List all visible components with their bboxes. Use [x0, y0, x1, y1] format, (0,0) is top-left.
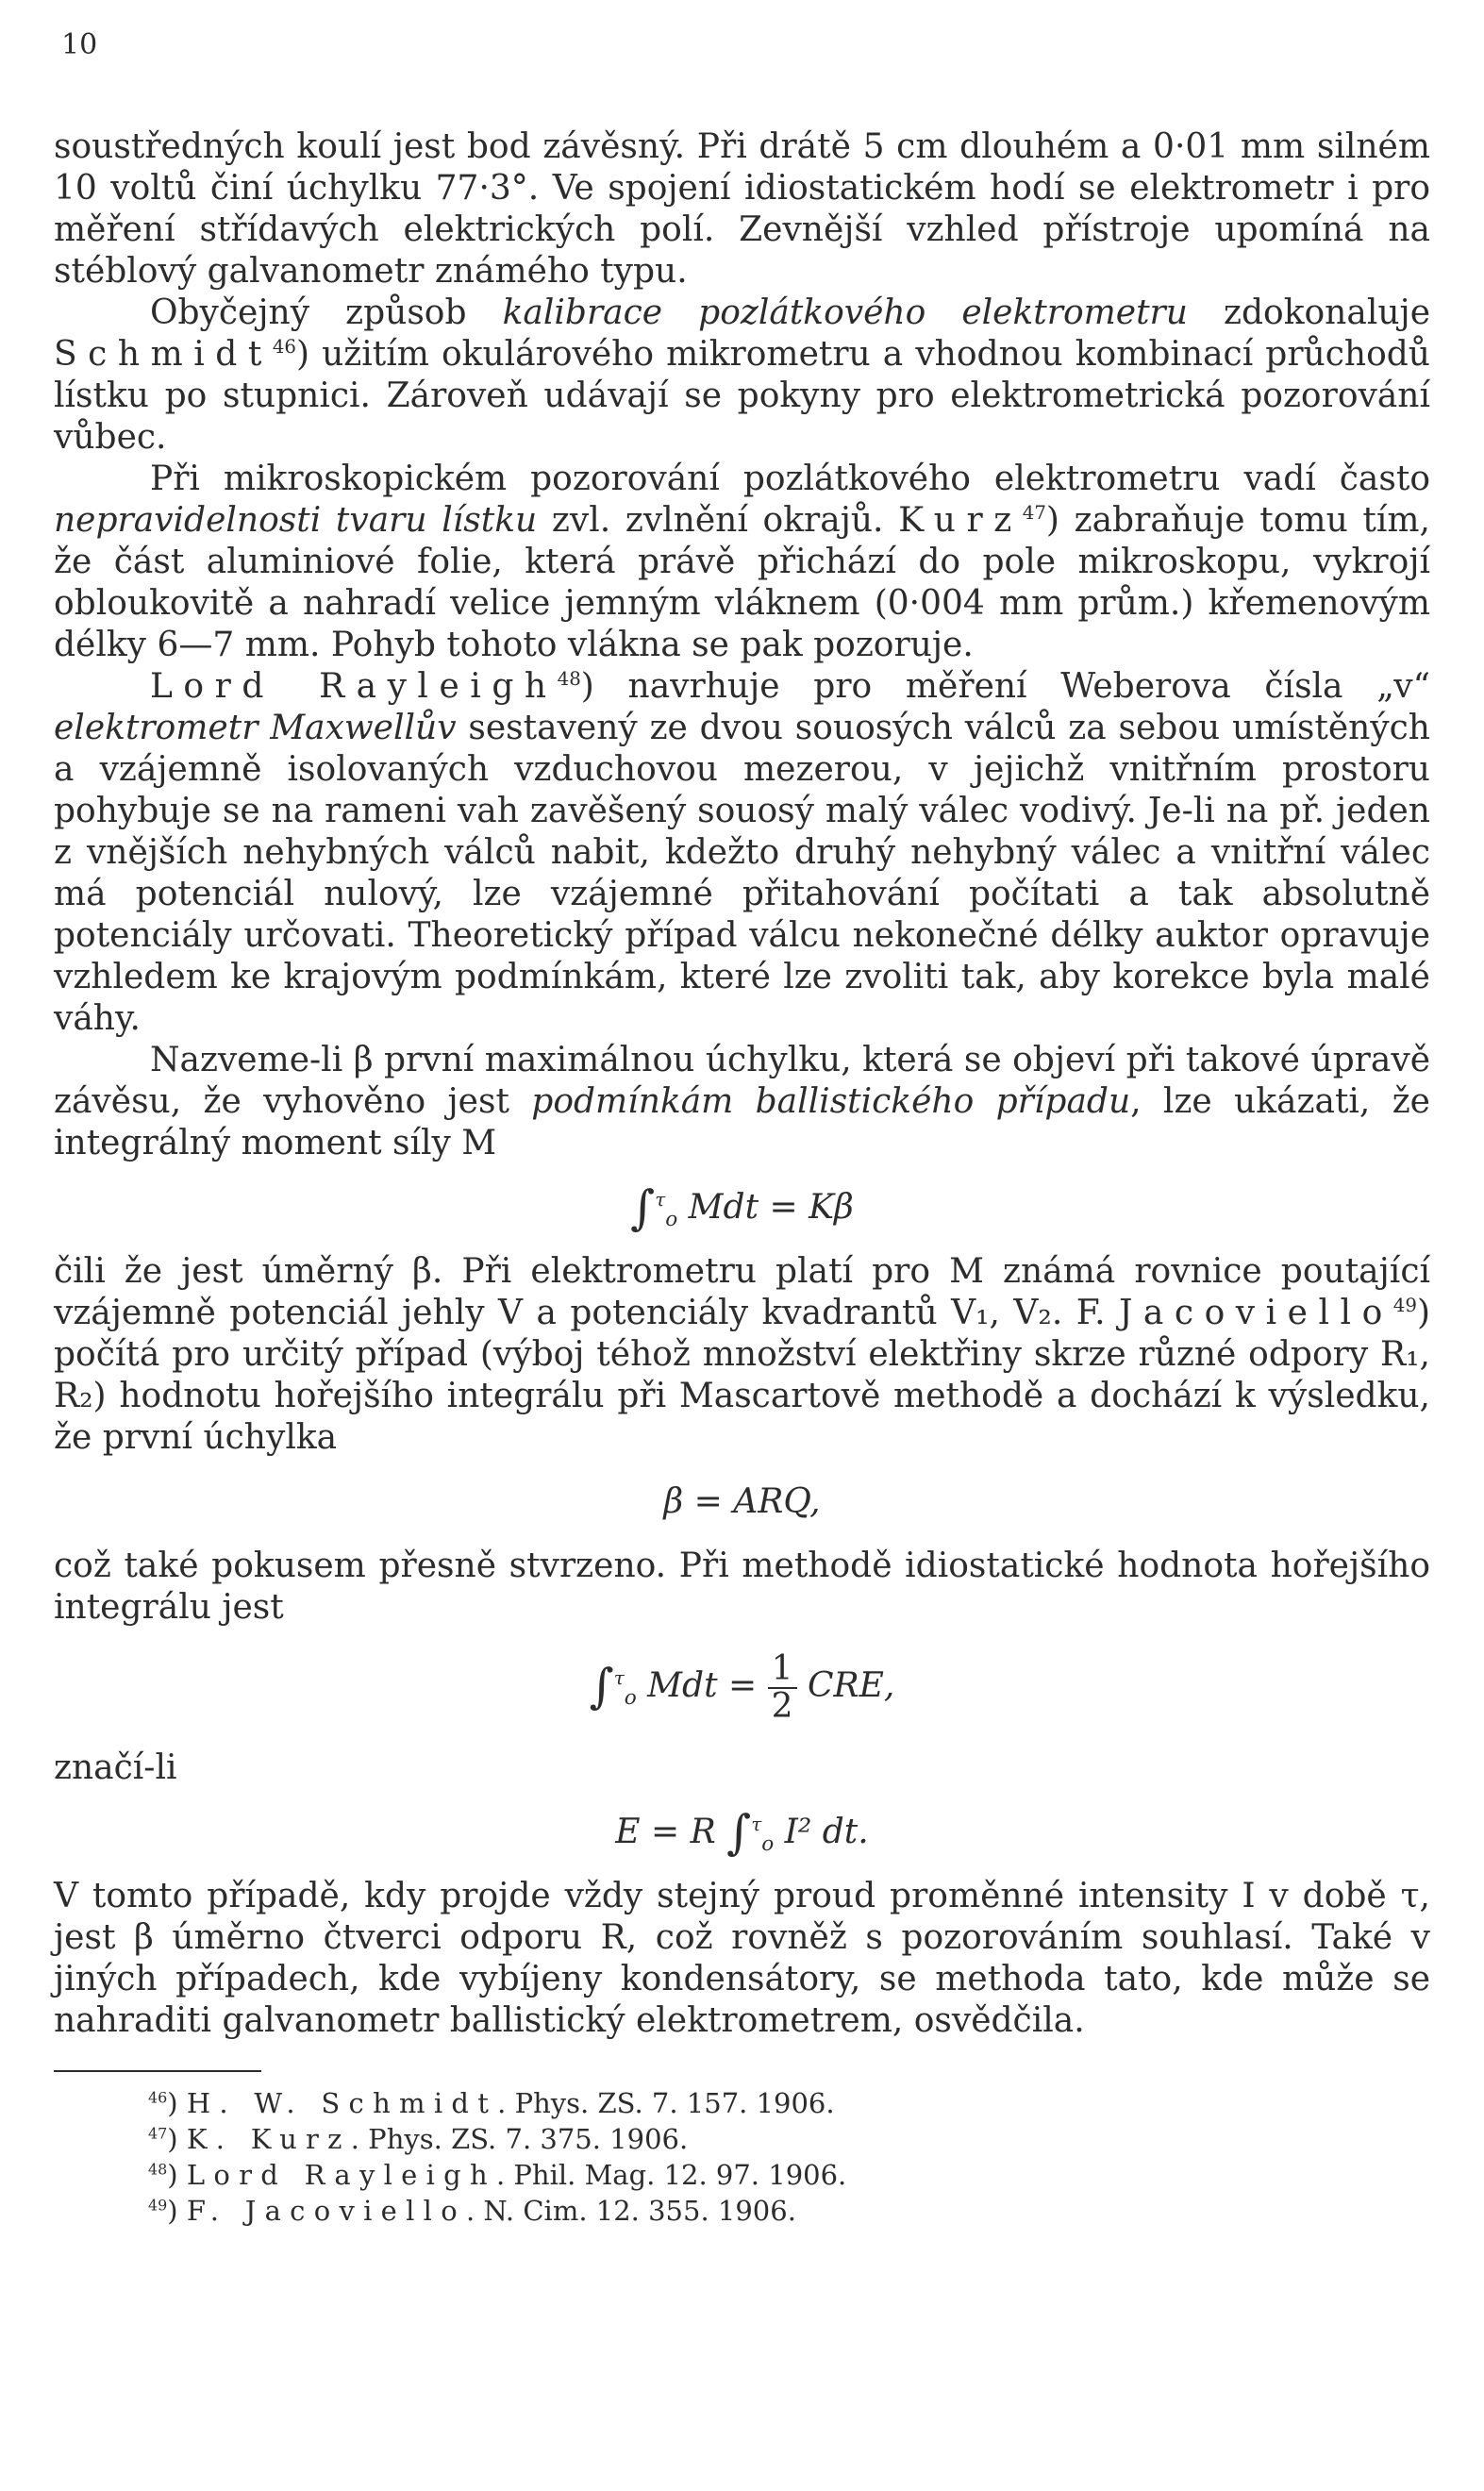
formula-energy: E = R ∫$^\tau_o$ I² dt. [615, 1805, 869, 1860]
integral-sign: ∫ [630, 1180, 656, 1235]
page-number: 10 [61, 28, 98, 61]
italic-term: nepravidelnosti tvaru lístku [54, 501, 538, 540]
footnote-divider [54, 2070, 261, 2072]
paragraph-7: což také pokusem přesně stvrzeno. Při methodě idiostatické hodnota hořejšího integrálu jest [54, 1546, 1430, 1627]
author-name: Kurz [898, 501, 1023, 540]
paragraph-5: Nazveme-li β první maximálnou úchylku, která se objeví při takové úpravě závěsu, že vyhověno jest podmínkám ballistického případu, lze ukázati, že integrálný moment síly M [54, 1041, 1430, 1162]
paragraph-4: Lord Rayleigh$^{48}$) navrhuje pro měření Weberova čísla „v“ elektrometr Maxwellův sestavený ze dvou souosých válců za sebou umístěných a vzájemně isolovaných vzduchovou mezerou, v jejichž vnitřním prostoru pohybuje se na rameni vah zavěšený souosý malý válec vodivý. Je-li na př. jeden z vnějších nehybných válců nabit, kdežto druhý nehybný válec a vnitřní válec má potenciál nulový, lze vzájemné přitahování počítati a tak absolutně potenciály určovati. Theoretický případ válcu nekonečné délky auktor opravuje vzhledem ke krajovým podmínkám, které lze zvoliti tak, aby korekce byla malé váhy. [54, 667, 1430, 1038]
footnote-46: $^{46}$) H. W. Schmidt. Phys. ZS. 7. 157. 1906. [148, 2087, 835, 2119]
paragraph-6: čili že jest úměrný β. Při elektrometru platí pro M známá rovnice poutající vzájemně potenciál jehly V a potenciály kvadrantů V₁, V₂. F. Jacoviello$^{49}$) počítá pro určitý případ (výboj téhož množství elektřiny skrze různé odpory R₁, R₂) hodnotu hořejšího integrálu při Mascartově methodě a dochází k výsledku, že první úchylka [54, 1252, 1430, 1457]
formula-idiostatic: ∫$^\tau_o$ Mdt = $\frac{1}{2}$ CRE, [589, 1649, 895, 1726]
italic-term: kalibrace pozlátkového elektrometru [502, 293, 1188, 332]
paragraph-8: značí-li [54, 1748, 177, 1787]
italic-term: elektrometr Maxwellův [54, 709, 457, 747]
integral-sign: ∫ [589, 1659, 614, 1714]
footnote-ref[interactable]: 47 [1022, 502, 1046, 524]
paragraph-1: soustředných koulí jest bod závěsný. Při drátě 5 cm dlouhém a 0·01 mm silném 10 voltů činí úchylku 77·3°. Ve spojení idiostatickém hodí se elektrometr i pro měření střídavých elektrických polí. Zevnější vzhled přístroje upomíná na stéblový galvanometr známého typu. [54, 127, 1430, 291]
footnote-47: $^{47}$) K. Kurz. Phys. ZS. 7. 375. 1906. [148, 2123, 689, 2155]
footnote-49: $^{49}$) F. Jacoviello. N. Cim. 12. 355. 1906. [148, 2195, 796, 2227]
footnote-ref[interactable]: 49 [1392, 1295, 1417, 1316]
paragraph-3: Při mikroskopickém pozorování pozlátkového elektrometru vadí často nepravidelnosti tvaru lístku zvl. zvlnění okrajů. Kurz$^{47}$) zabraňuje tomu tím, že část aluminiové folie, která právě přichází do pole mikroskopu, vykrojí obloukovitě a nahradí velice jemným vláknem (0·004 mm prům.) křemenovým délky 6—7 mm. Pohyb tohoto vlákna se pak pozoruje. [54, 460, 1430, 664]
formula-integral-moment: ∫$^\tau_o$ Mdt = Kβ [630, 1180, 854, 1235]
footnote-48: $^{48}$) Lord Rayleigh. Phil. Mag. 12. 97. 1906. [148, 2159, 847, 2191]
author-name: Jacoviello [1118, 1294, 1393, 1332]
footnote-ref[interactable]: 48 [557, 668, 581, 690]
italic-term: podmínkám ballistického případu [531, 1082, 1131, 1121]
integral-sign: ∫ [726, 1805, 752, 1860]
paragraph-2: Obyčejný způsob kalibrace pozlátkového elektrometru zdokonaluje Schmidt$^{46}$) užitím okulárového mikrometru a vhodnou kombinací průchodů lístku po stupnici. Zároveň udávají se pokyny pro elektrometrická pozorování vůbec. [54, 293, 1430, 457]
author-name: Lord Rayleigh [150, 667, 558, 706]
author-name: Schmidt [54, 335, 273, 374]
footnote-ref[interactable]: 46 [272, 336, 296, 358]
paragraph-9: V tomto případě, kdy projde vždy stejný proud proměnné intensity I v době τ, jest β úměrno čtverci odporu R, což rovněž s pozorováním souhlasí. Také v jiných případech, kde vybíjeny kondensátory, se methoda tato, kde může se nahraditi galvanometr ballistický elektrometrem, osvědčila. [54, 1877, 1430, 2040]
formula-beta: β = ARQ, [663, 1482, 821, 1521]
fraction: $\frac{1}{2}$ [768, 1651, 797, 1725]
